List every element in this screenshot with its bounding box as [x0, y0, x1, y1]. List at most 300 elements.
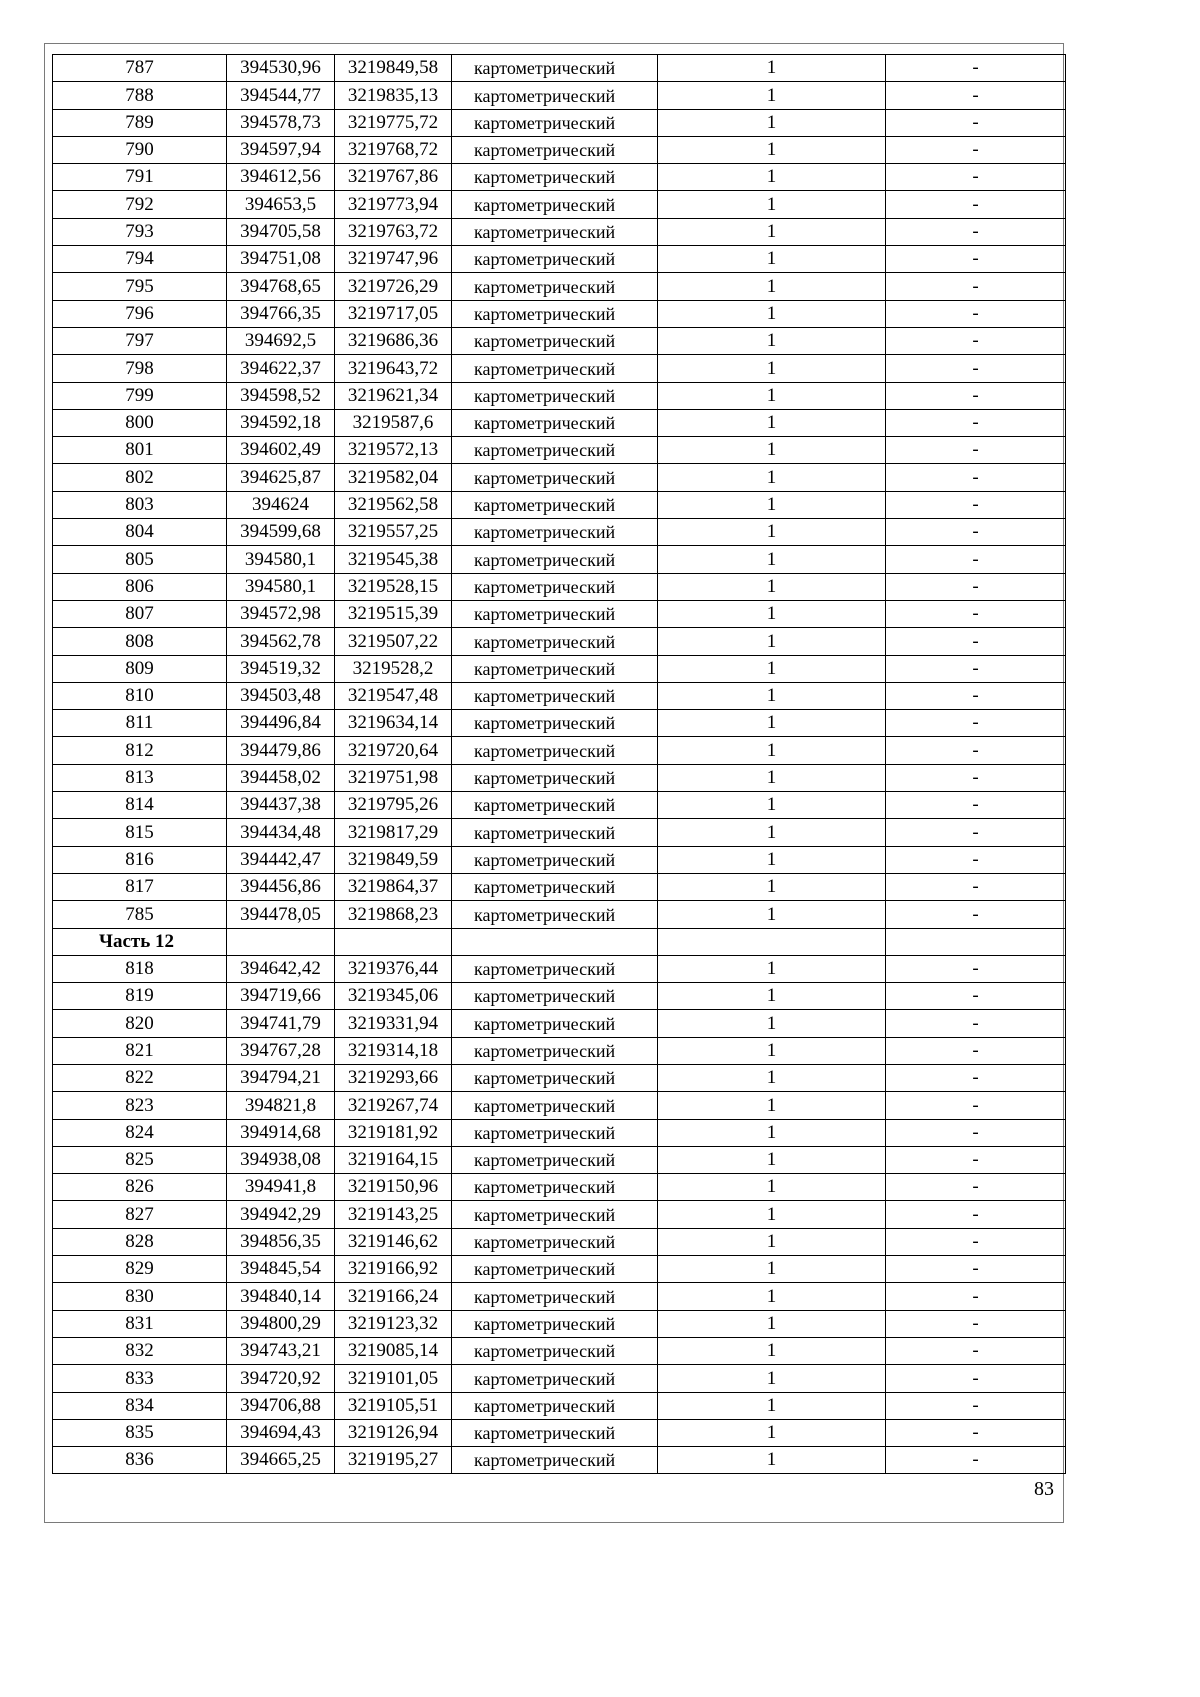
table-row — [53, 409, 1066, 436]
accuracy-cell: 1 — [658, 273, 886, 300]
y-coordinate-cell: 3219267,74 — [335, 1092, 452, 1119]
x-coordinate-cell: 394458,02 — [227, 764, 335, 791]
accuracy-cell: 1 — [658, 109, 886, 136]
table-row — [53, 873, 1066, 900]
y-coordinate-cell: 3219331,94 — [335, 1010, 452, 1037]
point-number-cell: 793 — [53, 218, 227, 245]
description-cell: - — [886, 464, 1066, 491]
method-cell: картометрический — [452, 819, 658, 846]
method-cell: картометрический — [452, 764, 658, 791]
table-row — [53, 710, 1066, 737]
description-cell: - — [886, 1174, 1066, 1201]
y-coordinate-cell: 3219166,92 — [335, 1256, 452, 1283]
method-cell: картометрический — [452, 846, 658, 873]
method-cell: картометрический — [452, 1174, 658, 1201]
point-number-cell: 817 — [53, 873, 227, 900]
description-cell: - — [886, 1092, 1066, 1119]
y-coordinate-cell: 3219181,92 — [335, 1119, 452, 1146]
x-coordinate-cell: 394562,78 — [227, 628, 335, 655]
table-row — [53, 55, 1066, 82]
method-cell: картометрический — [452, 792, 658, 819]
description-cell: - — [886, 1365, 1066, 1392]
method-cell: картометрический — [452, 600, 658, 627]
method-cell: картометрический — [452, 1119, 658, 1146]
y-coordinate-cell: 3219747,96 — [335, 246, 452, 273]
y-coordinate-cell: 3219528,15 — [335, 573, 452, 600]
point-number-cell: 821 — [53, 1037, 227, 1064]
description-cell: - — [886, 218, 1066, 245]
table-row — [53, 464, 1066, 491]
point-number-cell: 796 — [53, 300, 227, 327]
table-row — [53, 355, 1066, 382]
description-cell: - — [886, 737, 1066, 764]
description-cell: - — [886, 1201, 1066, 1228]
y-coordinate-cell: 3219582,04 — [335, 464, 452, 491]
method-cell: картометрический — [452, 464, 658, 491]
method-cell: картометрический — [452, 1146, 658, 1173]
x-coordinate-cell: 394479,86 — [227, 737, 335, 764]
method-cell: картометрический — [452, 1256, 658, 1283]
table-row — [53, 1146, 1066, 1173]
method-cell: картометрический — [452, 327, 658, 354]
method-cell: картометрический — [452, 1037, 658, 1064]
method-cell: картометрический — [452, 382, 658, 409]
description-cell: - — [886, 846, 1066, 873]
x-coordinate-cell: 394840,14 — [227, 1283, 335, 1310]
description-cell: - — [886, 792, 1066, 819]
table-row — [53, 1037, 1066, 1064]
y-coordinate-cell: 3219557,25 — [335, 519, 452, 546]
x-coordinate-cell: 394622,37 — [227, 355, 335, 382]
method-cell: картометрический — [452, 355, 658, 382]
x-coordinate-cell: 394941,8 — [227, 1174, 335, 1201]
point-number-cell: 790 — [53, 136, 227, 163]
method-cell: картометрический — [452, 55, 658, 82]
point-number-cell: 795 — [53, 273, 227, 300]
point-number-cell: 801 — [53, 437, 227, 464]
accuracy-cell: 1 — [658, 218, 886, 245]
table-row — [53, 1365, 1066, 1392]
accuracy-cell: 1 — [658, 1010, 886, 1037]
point-number-cell: 829 — [53, 1256, 227, 1283]
method-cell: картометрический — [452, 1283, 658, 1310]
accuracy-cell: 1 — [658, 1064, 886, 1091]
table-row — [53, 1201, 1066, 1228]
description-cell: - — [886, 1310, 1066, 1337]
x-coordinate-cell: 394767,28 — [227, 1037, 335, 1064]
point-number-cell: 835 — [53, 1419, 227, 1446]
y-coordinate-cell: 3219105,51 — [335, 1392, 452, 1419]
y-coordinate-cell: 3219763,72 — [335, 218, 452, 245]
y-coordinate-cell: 3219314,18 — [335, 1037, 452, 1064]
y-coordinate-cell: 3219643,72 — [335, 355, 452, 382]
description-cell: - — [886, 983, 1066, 1010]
description-cell: - — [886, 764, 1066, 791]
x-coordinate-cell: 394580,1 — [227, 573, 335, 600]
y-coordinate-cell: 3219835,13 — [335, 82, 452, 109]
description-cell: - — [886, 300, 1066, 327]
accuracy-cell: 1 — [658, 136, 886, 163]
description-cell: - — [886, 546, 1066, 573]
accuracy-cell: 1 — [658, 901, 886, 928]
y-coordinate-cell: 3219376,44 — [335, 955, 452, 982]
y-coordinate-cell: 3219795,26 — [335, 792, 452, 819]
table-row — [53, 273, 1066, 300]
description-cell: - — [886, 955, 1066, 982]
table-body — [53, 55, 1066, 1474]
table-row — [53, 191, 1066, 218]
table-row — [53, 1256, 1066, 1283]
method-cell: картометрический — [452, 273, 658, 300]
point-number-cell: 803 — [53, 491, 227, 518]
y-coordinate-cell: 3219587,6 — [335, 409, 452, 436]
point-number-cell: 791 — [53, 164, 227, 191]
table-row — [53, 764, 1066, 791]
x-coordinate-cell: 394544,77 — [227, 82, 335, 109]
accuracy-cell: 1 — [658, 82, 886, 109]
description-cell: - — [886, 437, 1066, 464]
description-cell: - — [886, 873, 1066, 900]
description-cell: - — [886, 1256, 1066, 1283]
x-coordinate-cell: 394938,08 — [227, 1146, 335, 1173]
table-row — [53, 1119, 1066, 1146]
table-row — [53, 1064, 1066, 1091]
y-coordinate-cell: 3219146,62 — [335, 1228, 452, 1255]
accuracy-cell: 1 — [658, 1447, 886, 1474]
point-number-cell: 789 — [53, 109, 227, 136]
point-number-cell: 831 — [53, 1310, 227, 1337]
point-number-cell: 802 — [53, 464, 227, 491]
table-row — [53, 792, 1066, 819]
table-row — [53, 1174, 1066, 1201]
description-cell: - — [886, 1337, 1066, 1364]
accuracy-cell: 1 — [658, 1310, 886, 1337]
description-cell: - — [886, 327, 1066, 354]
accuracy-cell: 1 — [658, 1092, 886, 1119]
accuracy-cell: 1 — [658, 1419, 886, 1446]
x-coordinate-cell: 394751,08 — [227, 246, 335, 273]
point-number-cell: 820 — [53, 1010, 227, 1037]
accuracy-cell: 1 — [658, 1283, 886, 1310]
method-cell: картометрический — [452, 1365, 658, 1392]
y-coordinate-cell: 3219767,86 — [335, 164, 452, 191]
accuracy-cell: 1 — [658, 1146, 886, 1173]
x-coordinate-cell: 394705,58 — [227, 218, 335, 245]
method-cell: картометрический — [452, 1337, 658, 1364]
accuracy-cell: 1 — [658, 382, 886, 409]
table-row — [53, 628, 1066, 655]
x-coordinate-cell: 394478,05 — [227, 901, 335, 928]
point-number-cell: 836 — [53, 1447, 227, 1474]
accuracy-cell: 1 — [658, 710, 886, 737]
description-cell: - — [886, 682, 1066, 709]
accuracy-cell: 1 — [658, 300, 886, 327]
method-cell: картометрический — [452, 1228, 658, 1255]
x-coordinate-cell: 394768,65 — [227, 273, 335, 300]
description-cell: - — [886, 409, 1066, 436]
x-coordinate-cell: 394856,35 — [227, 1228, 335, 1255]
description-cell: - — [886, 1037, 1066, 1064]
empty-cell — [658, 928, 886, 955]
table-row — [53, 327, 1066, 354]
empty-cell — [335, 928, 452, 955]
method-cell: картометрический — [452, 409, 658, 436]
table-row — [53, 109, 1066, 136]
table-row — [53, 846, 1066, 873]
accuracy-cell: 1 — [658, 846, 886, 873]
x-coordinate-cell: 394821,8 — [227, 1092, 335, 1119]
table-row — [53, 573, 1066, 600]
method-cell: картометрический — [452, 682, 658, 709]
empty-cell — [452, 928, 658, 955]
x-coordinate-cell: 394665,25 — [227, 1447, 335, 1474]
table-row — [53, 164, 1066, 191]
table-row — [53, 437, 1066, 464]
point-number-cell: 827 — [53, 1201, 227, 1228]
point-number-cell: 810 — [53, 682, 227, 709]
y-coordinate-cell: 3219817,29 — [335, 819, 452, 846]
table-row — [53, 246, 1066, 273]
y-coordinate-cell: 3219345,06 — [335, 983, 452, 1010]
accuracy-cell: 1 — [658, 628, 886, 655]
table-row — [53, 655, 1066, 682]
accuracy-cell: 1 — [658, 600, 886, 627]
point-number-cell: 799 — [53, 382, 227, 409]
x-coordinate-cell: 394442,47 — [227, 846, 335, 873]
table-row — [53, 1092, 1066, 1119]
table-row — [53, 519, 1066, 546]
method-cell: картометрический — [452, 546, 658, 573]
description-cell: - — [886, 519, 1066, 546]
description-cell: - — [886, 655, 1066, 682]
accuracy-cell: 1 — [658, 819, 886, 846]
point-number-cell: 822 — [53, 1064, 227, 1091]
y-coordinate-cell: 3219773,94 — [335, 191, 452, 218]
x-coordinate-cell: 394592,18 — [227, 409, 335, 436]
x-coordinate-cell: 394503,48 — [227, 682, 335, 709]
method-cell: картометрический — [452, 1201, 658, 1228]
point-number-cell: 834 — [53, 1392, 227, 1419]
accuracy-cell: 1 — [658, 955, 886, 982]
table-row — [53, 1419, 1066, 1446]
description-cell: - — [886, 628, 1066, 655]
accuracy-cell: 1 — [658, 464, 886, 491]
method-cell: картометрический — [452, 573, 658, 600]
method-cell: картометрический — [452, 82, 658, 109]
point-number-cell: 815 — [53, 819, 227, 846]
point-number-cell: 824 — [53, 1119, 227, 1146]
accuracy-cell: 1 — [658, 55, 886, 82]
description-cell: - — [886, 710, 1066, 737]
y-coordinate-cell: 3219621,34 — [335, 382, 452, 409]
empty-cell — [886, 928, 1066, 955]
accuracy-cell: 1 — [658, 546, 886, 573]
method-cell: картометрический — [452, 164, 658, 191]
method-cell: картометрический — [452, 437, 658, 464]
description-cell: - — [886, 1064, 1066, 1091]
table-row — [53, 546, 1066, 573]
point-number-cell: 814 — [53, 792, 227, 819]
x-coordinate-cell: 394530,96 — [227, 55, 335, 82]
x-coordinate-cell: 394612,56 — [227, 164, 335, 191]
description-cell: - — [886, 82, 1066, 109]
method-cell: картометрический — [452, 491, 658, 518]
y-coordinate-cell: 3219195,27 — [335, 1447, 452, 1474]
method-cell: картометрический — [452, 1447, 658, 1474]
x-coordinate-cell: 394642,42 — [227, 955, 335, 982]
y-coordinate-cell: 3219545,38 — [335, 546, 452, 573]
section-label: Часть 12 — [53, 928, 227, 955]
accuracy-cell: 1 — [658, 792, 886, 819]
x-coordinate-cell: 394692,5 — [227, 327, 335, 354]
y-coordinate-cell: 3219515,39 — [335, 600, 452, 627]
table-row — [53, 82, 1066, 109]
x-coordinate-cell: 394845,54 — [227, 1256, 335, 1283]
x-coordinate-cell: 394519,32 — [227, 655, 335, 682]
point-number-cell: 785 — [53, 901, 227, 928]
description-cell: - — [886, 1283, 1066, 1310]
x-coordinate-cell: 394437,38 — [227, 792, 335, 819]
x-coordinate-cell: 394624 — [227, 491, 335, 518]
table-row — [53, 382, 1066, 409]
x-coordinate-cell: 394572,98 — [227, 600, 335, 627]
y-coordinate-cell: 3219768,72 — [335, 136, 452, 163]
point-number-cell: 833 — [53, 1365, 227, 1392]
description-cell: - — [886, 136, 1066, 163]
accuracy-cell: 1 — [658, 191, 886, 218]
y-coordinate-cell: 3219720,64 — [335, 737, 452, 764]
accuracy-cell: 1 — [658, 519, 886, 546]
y-coordinate-cell: 3219164,15 — [335, 1146, 452, 1173]
method-cell: картометрический — [452, 655, 658, 682]
accuracy-cell: 1 — [658, 573, 886, 600]
point-number-cell: 813 — [53, 764, 227, 791]
x-coordinate-cell: 394694,43 — [227, 1419, 335, 1446]
x-coordinate-cell: 394800,29 — [227, 1310, 335, 1337]
description-cell: - — [886, 1392, 1066, 1419]
method-cell: картометрический — [452, 519, 658, 546]
y-coordinate-cell: 3219150,96 — [335, 1174, 452, 1201]
y-coordinate-cell: 3219143,25 — [335, 1201, 452, 1228]
x-coordinate-cell: 394599,68 — [227, 519, 335, 546]
point-number-cell: 797 — [53, 327, 227, 354]
x-coordinate-cell: 394914,68 — [227, 1119, 335, 1146]
point-number-cell: 794 — [53, 246, 227, 273]
description-cell: - — [886, 382, 1066, 409]
x-coordinate-cell: 394719,66 — [227, 983, 335, 1010]
point-number-cell: 811 — [53, 710, 227, 737]
method-cell: картометрический — [452, 136, 658, 163]
x-coordinate-cell: 394766,35 — [227, 300, 335, 327]
x-coordinate-cell: 394794,21 — [227, 1064, 335, 1091]
coordinates-table — [52, 54, 1066, 1474]
table-row — [53, 955, 1066, 982]
description-cell: - — [886, 355, 1066, 382]
x-coordinate-cell: 394706,88 — [227, 1392, 335, 1419]
table-row — [53, 1310, 1066, 1337]
accuracy-cell: 1 — [658, 409, 886, 436]
y-coordinate-cell: 3219507,22 — [335, 628, 452, 655]
y-coordinate-cell: 3219562,58 — [335, 491, 452, 518]
method-cell: картометрический — [452, 710, 658, 737]
point-number-cell: 818 — [53, 955, 227, 982]
accuracy-cell: 1 — [658, 437, 886, 464]
method-cell: картометрический — [452, 1392, 658, 1419]
x-coordinate-cell: 394597,94 — [227, 136, 335, 163]
y-coordinate-cell: 3219123,32 — [335, 1310, 452, 1337]
point-number-cell: 819 — [53, 983, 227, 1010]
description-cell: - — [886, 600, 1066, 627]
description-cell: - — [886, 273, 1066, 300]
accuracy-cell: 1 — [658, 1201, 886, 1228]
x-coordinate-cell: 394434,48 — [227, 819, 335, 846]
description-cell: - — [886, 1447, 1066, 1474]
point-number-cell: 809 — [53, 655, 227, 682]
point-number-cell: 808 — [53, 628, 227, 655]
x-coordinate-cell: 394496,84 — [227, 710, 335, 737]
table-row — [53, 1228, 1066, 1255]
accuracy-cell: 1 — [658, 1392, 886, 1419]
x-coordinate-cell: 394578,73 — [227, 109, 335, 136]
description-cell: - — [886, 246, 1066, 273]
y-coordinate-cell: 3219293,66 — [335, 1064, 452, 1091]
table-row — [53, 1010, 1066, 1037]
description-cell: - — [886, 1419, 1066, 1446]
accuracy-cell: 1 — [658, 983, 886, 1010]
accuracy-cell: 1 — [658, 1119, 886, 1146]
method-cell: картометрический — [452, 628, 658, 655]
point-number-cell: 788 — [53, 82, 227, 109]
description-cell: - — [886, 191, 1066, 218]
method-cell: картометрический — [452, 737, 658, 764]
accuracy-cell: 1 — [658, 491, 886, 518]
y-coordinate-cell: 3219868,23 — [335, 901, 452, 928]
point-number-cell: 830 — [53, 1283, 227, 1310]
method-cell: картометрический — [452, 300, 658, 327]
x-coordinate-cell: 394456,86 — [227, 873, 335, 900]
y-coordinate-cell: 3219849,59 — [335, 846, 452, 873]
table-row — [53, 682, 1066, 709]
point-number-cell: 800 — [53, 409, 227, 436]
description-cell: - — [886, 1228, 1066, 1255]
table-row — [53, 983, 1066, 1010]
y-coordinate-cell: 3219864,37 — [335, 873, 452, 900]
accuracy-cell: 1 — [658, 355, 886, 382]
description-cell: - — [886, 109, 1066, 136]
method-cell: картометрический — [452, 109, 658, 136]
y-coordinate-cell: 3219634,14 — [335, 710, 452, 737]
method-cell: картометрический — [452, 1092, 658, 1119]
x-coordinate-cell: 394720,92 — [227, 1365, 335, 1392]
point-number-cell: 832 — [53, 1337, 227, 1364]
accuracy-cell: 1 — [658, 682, 886, 709]
point-number-cell: 812 — [53, 737, 227, 764]
table-row — [53, 901, 1066, 928]
accuracy-cell: 1 — [658, 1174, 886, 1201]
x-coordinate-cell: 394653,5 — [227, 191, 335, 218]
empty-cell — [227, 928, 335, 955]
method-cell: картометрический — [452, 246, 658, 273]
point-number-cell: 805 — [53, 546, 227, 573]
point-number-cell: 798 — [53, 355, 227, 382]
method-cell: картометрический — [452, 1010, 658, 1037]
y-coordinate-cell: 3219528,2 — [335, 655, 452, 682]
method-cell: картометрический — [452, 218, 658, 245]
accuracy-cell: 1 — [658, 246, 886, 273]
x-coordinate-cell: 394602,49 — [227, 437, 335, 464]
table-row — [53, 1392, 1066, 1419]
description-cell: - — [886, 164, 1066, 191]
